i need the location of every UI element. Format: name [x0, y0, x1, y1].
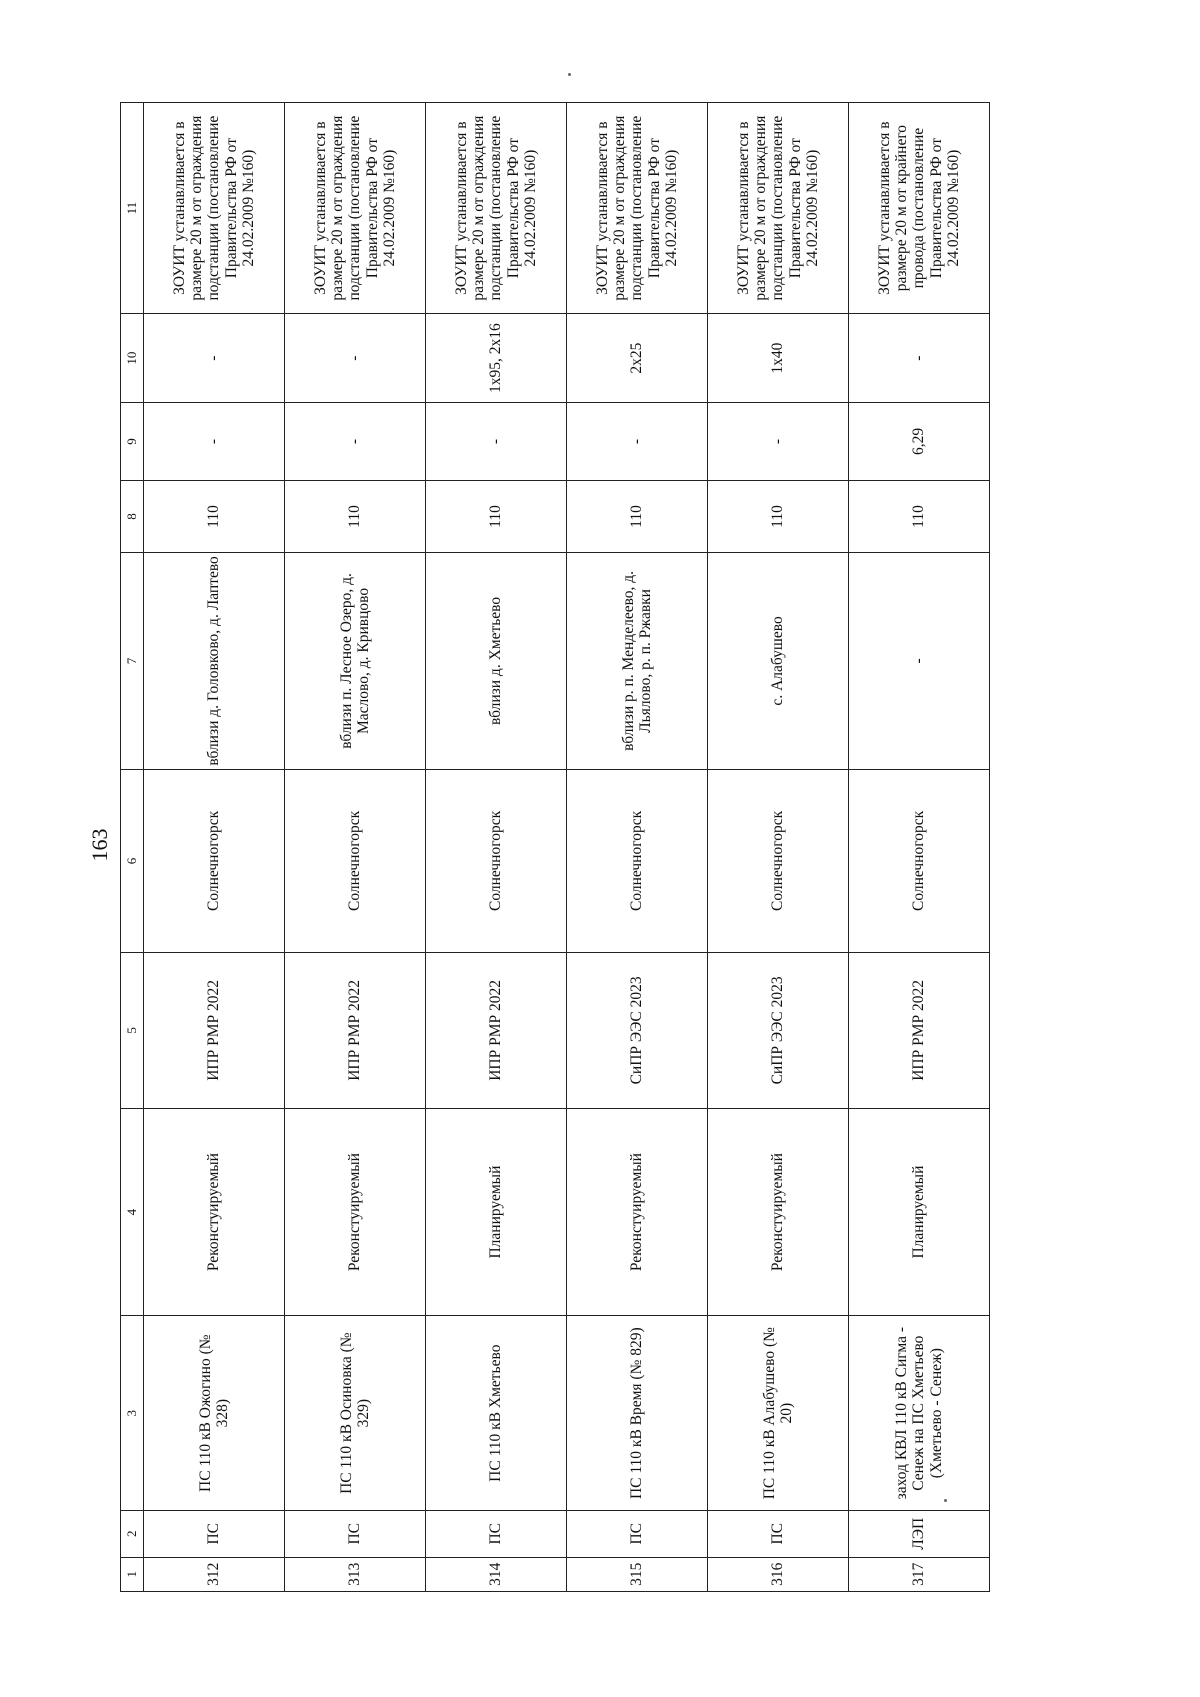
table-row	[144, 103, 285, 1592]
length: -	[285, 403, 426, 481]
object-type: ПС	[708, 1510, 849, 1557]
location: с. Алабушево	[708, 553, 849, 770]
source-document: СиПР ЭЭС 2023	[567, 953, 708, 1109]
row-number: 316	[708, 1557, 849, 1591]
source-document: ИПР РМР 2022	[426, 953, 567, 1109]
municipality: Солнечногорск	[567, 769, 708, 952]
source-document: ИПР РМР 2022	[285, 953, 426, 1109]
column-header: 10	[121, 314, 144, 403]
object-type: ПС	[144, 1510, 285, 1557]
table-row	[567, 103, 708, 1592]
length: -	[426, 403, 567, 481]
column-header: 6	[121, 769, 144, 952]
object-type: ПС	[285, 1510, 426, 1557]
length: -	[708, 403, 849, 481]
voltage: 110	[285, 480, 426, 552]
municipality: Солнечногорск	[849, 769, 990, 952]
capacity: -	[849, 314, 990, 403]
object-status: Реконстуируемый	[285, 1108, 426, 1316]
length: -	[144, 403, 285, 481]
object-name: ПС 110 кВ Время (№ 829)	[567, 1316, 708, 1510]
object-status: Планируемый	[426, 1108, 567, 1316]
column-header: 11	[121, 103, 144, 314]
column-header: 4	[121, 1108, 144, 1316]
table-row	[849, 103, 990, 1592]
object-name: ПС 110 кВ Хметьево	[426, 1316, 567, 1510]
page-number: 163	[87, 828, 112, 862]
object-status: Планируемый	[849, 1108, 990, 1316]
location: вблизи п. Лесное Озеро, д. Маслово, д. Кривцово	[285, 553, 426, 770]
row-number: 314	[426, 1557, 567, 1591]
voltage: 110	[849, 480, 990, 552]
voltage: 110	[144, 480, 285, 552]
object-status: Реконстуируемый	[567, 1108, 708, 1316]
object-name: ПС 110 кВ Ожогино (№ 328)	[144, 1316, 285, 1510]
source-document: ИПР РМР 2022	[144, 953, 285, 1109]
capacity: 1х40	[708, 314, 849, 403]
voltage: 110	[567, 480, 708, 552]
scan-speck	[568, 73, 571, 76]
object-status: Реконстуируемый	[708, 1108, 849, 1316]
column-header: 1	[121, 1557, 144, 1591]
capacity: 2х25	[567, 314, 708, 403]
object-type: ЛЭП	[849, 1510, 990, 1557]
location: вблизи д. Головково, д. Лаптево	[144, 553, 285, 770]
location: вблизи р. п. Менделеево, д. Льялово, р. п. Ржавки	[567, 553, 708, 770]
voltage: 110	[426, 480, 567, 552]
column-header: 2	[121, 1510, 144, 1557]
row-number: 312	[144, 1557, 285, 1591]
location: вблизи д. Хметьево	[426, 553, 567, 770]
location: -	[849, 553, 990, 770]
object-type: ПС	[567, 1510, 708, 1557]
column-header: 5	[121, 953, 144, 1109]
municipality: Солнечногорск	[144, 769, 285, 952]
column-header: 7	[121, 553, 144, 770]
column-number-row	[121, 103, 144, 1592]
source-document: СиПР ЭЭС 2023	[708, 953, 849, 1109]
object-name: ПС 110 кВ Осиновка (№ 329)	[285, 1316, 426, 1510]
length: 6,29	[849, 403, 990, 481]
capacity: -	[285, 314, 426, 403]
protection-zone: ЗОУИТ устанавливается в размере 20 м от ограждения подстанции (постановление Правительства РФ от 24.02.2009 №160)	[708, 103, 849, 314]
voltage: 110	[708, 480, 849, 552]
column-header: 9	[121, 403, 144, 481]
municipality: Солнечногорск	[426, 769, 567, 952]
length: -	[567, 403, 708, 481]
object-name: заход КВЛ 110 кВ Сигма - Сенеж на ПС Хметьево (Хметьево - Сенеж)	[849, 1316, 990, 1510]
column-header: 3	[121, 1316, 144, 1510]
municipality: Солнечногорск	[285, 769, 426, 952]
table-row	[708, 103, 849, 1592]
row-number: 315	[567, 1557, 708, 1591]
row-number: 317	[849, 1557, 990, 1591]
register-table	[120, 102, 990, 1592]
object-type: ПС	[426, 1510, 567, 1557]
protection-zone: ЗОУИТ устанавливается в размере 20 м от ограждения подстанции (постановление Правительства РФ от 24.02.2009 №160)	[426, 103, 567, 314]
rotated-content	[80, 90, 1000, 1600]
column-header: 8	[121, 480, 144, 552]
row-number: 313	[285, 1557, 426, 1591]
table-row	[285, 103, 426, 1592]
protection-zone: ЗОУИТ устанавливается в размере 20 м от ограждения подстанции (постановление Правительства РФ от 24.02.2009 №160)	[567, 103, 708, 314]
municipality: Солнечногорск	[708, 769, 849, 952]
capacity: -	[144, 314, 285, 403]
protection-zone: ЗОУИТ устанавливается в размере 20 м от крайнего провода (постановление Правительства РФ от 24.02.2009 №160)	[849, 103, 990, 314]
capacity: 1х95, 2х16	[426, 314, 567, 403]
table-row	[426, 103, 567, 1592]
object-status: Реконстуируемый	[144, 1108, 285, 1316]
protection-zone: ЗОУИТ устанавливается в размере 20 м от ограждения подстанции (постановление Правительства РФ от 24.02.2009 №160)	[285, 103, 426, 314]
protection-zone: ЗОУИТ устанавливается в размере 20 м от ограждения подстанции (постановление Правительства РФ от 24.02.2009 №160)	[144, 103, 285, 314]
source-document: ИПР РМР 2022	[849, 953, 990, 1109]
object-name: ПС 110 кВ Алабушево (№ 20)	[708, 1316, 849, 1510]
